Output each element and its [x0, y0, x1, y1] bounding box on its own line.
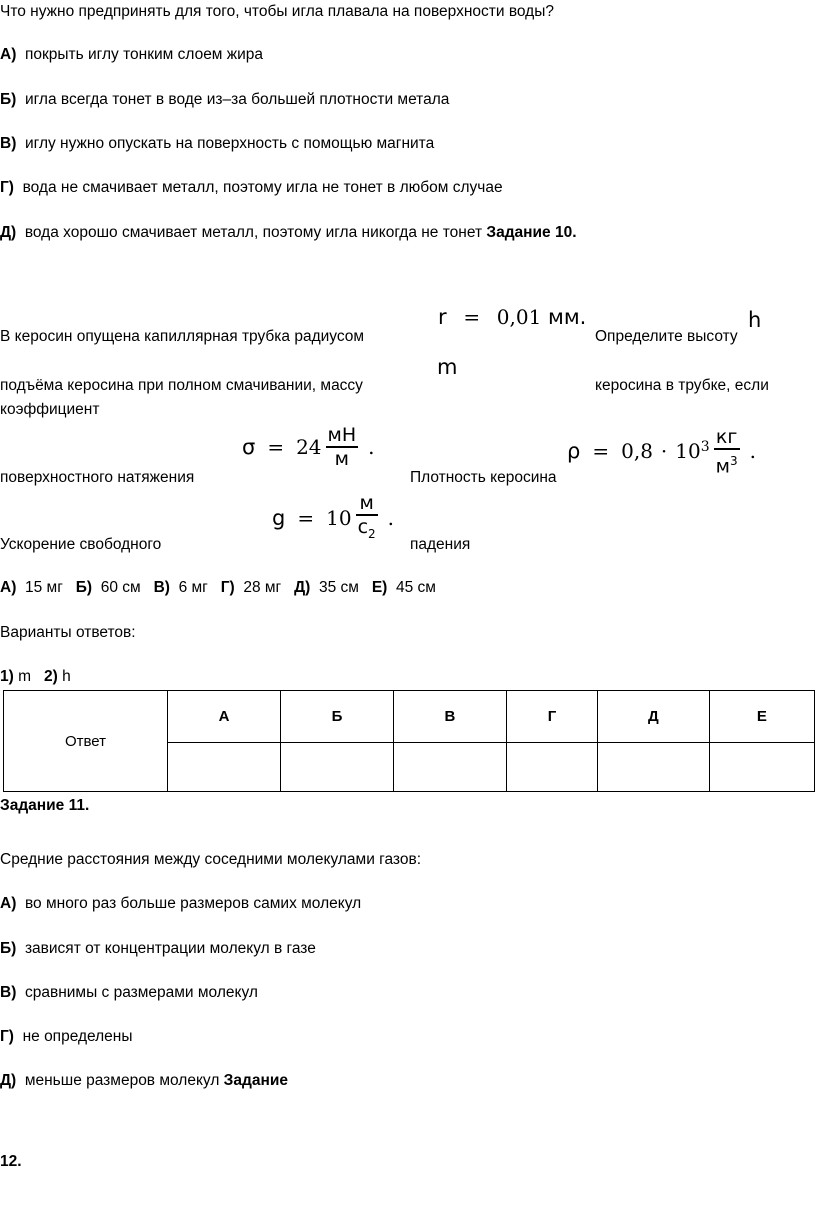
formula-sigma: σ = 24 $\frac{мН}{м}$ . — [242, 424, 375, 470]
answer-cell[interactable] — [709, 742, 814, 792]
q9-option-d — [0, 179, 503, 197]
q10-line1-left: В керосин опущена капиллярная трубка радиусом — [0, 328, 365, 345]
q9-option-e — [0, 224, 577, 242]
option-letter: А) — [0, 895, 17, 912]
q10-line2-left: подъёма керосина при полном смачивании, массу — [0, 377, 363, 394]
q9-option-b — [0, 91, 449, 109]
q10-line3: коэффициент — [0, 401, 100, 418]
option-letter: Г) — [0, 1028, 14, 1045]
q10-line2-right: керосина в трубке, если — [595, 377, 769, 394]
answer-table — [3, 690, 815, 792]
option-letter: Д) — [0, 224, 17, 241]
answer-row-label: Ответ — [4, 691, 168, 792]
q10-line5-right: падения — [410, 536, 471, 553]
q10-line5-left: Ускорение свободного — [0, 536, 162, 553]
q10-line1-right: Определите высоту — [595, 328, 738, 345]
answer-header-c: В — [393, 691, 506, 743]
symbol-h: h — [748, 308, 762, 332]
option-letter: Д) — [0, 1072, 17, 1089]
option-text: во много раз больше размеров самих молекул — [24, 895, 362, 912]
option-letter: В) — [0, 135, 17, 152]
task-10-title: Задание 10. — [486, 224, 577, 241]
option-text: вода не смачивает металл, поэтому игла не тонет в любом случае — [22, 179, 503, 196]
answer-header-b: Б — [281, 691, 394, 743]
option-text: игла всегда тонет в воде из–за большей плотности метала — [24, 91, 450, 108]
task-12-title-word: Задание — [223, 1072, 288, 1089]
q11-option-b — [0, 940, 316, 958]
answer-header-e: Д — [597, 691, 709, 743]
answer-header-a: А — [168, 691, 281, 743]
task-12-number: 12. — [0, 1153, 22, 1170]
q11-option-d — [0, 1028, 133, 1046]
answer-header-f: Е — [709, 691, 814, 743]
task-11-title: Задание 11. — [0, 797, 90, 814]
q10-line4-right: Плотность керосина — [410, 469, 557, 486]
q11-question: Средние расстояния между соседними молекулами газов: — [0, 851, 422, 868]
q10-line4-left: поверхностного натяжения — [0, 469, 195, 486]
q9-question: Что нужно предпринять для того, чтобы игла плавала на поверхности воды? — [0, 3, 554, 20]
q9-option-c — [0, 135, 434, 153]
option-text: не определены — [22, 1028, 133, 1045]
answer-cell[interactable] — [168, 742, 281, 792]
answer-cell[interactable] — [393, 742, 506, 792]
formula-g: g = 10 $\frac{м}{с_2}$ . — [272, 492, 395, 541]
option-letter: Г) — [0, 179, 14, 196]
option-text: вода хорошо смачивает металл, поэтому игла никогда не тонет — [24, 224, 483, 241]
q11-option-a — [0, 895, 361, 913]
symbol-m: m — [437, 355, 458, 379]
option-text: меньше размеров молекул — [24, 1072, 220, 1089]
option-text: иглу нужно опускать на поверхность с помощью магнита — [24, 135, 435, 152]
option-letter: Б) — [0, 940, 17, 957]
option-text: сравнимы с размерами молекул — [24, 984, 258, 1001]
option-letter: Б) — [0, 91, 17, 108]
formula-radius: r = 0,01 мм. — [438, 305, 587, 329]
q9-option-a — [0, 46, 263, 64]
answer-cell[interactable] — [281, 742, 394, 792]
q10-answers: А) 15 мг Б) 60 см В) 6 мг Г) 28 мг Д) 35 см Е) 45 см — [0, 579, 436, 596]
option-text: зависят от концентрации молекул в газе — [24, 940, 316, 957]
option-letter: А) — [0, 46, 17, 63]
variants-label: Варианты ответов: — [0, 624, 136, 641]
variants-list: 1) m 2) h — [0, 668, 71, 685]
q11-option-e — [0, 1072, 288, 1090]
q11-option-c — [0, 984, 258, 1002]
option-letter: В) — [0, 984, 17, 1001]
formula-rho: ρ = 0,8 · 10 $^3$ $\frac{кг}{м^3}$ . — [567, 426, 756, 477]
answer-cell[interactable] — [507, 742, 598, 792]
option-text: покрыть иглу тонким слоем жира — [24, 46, 264, 63]
answer-cell[interactable] — [597, 742, 709, 792]
answer-header-d: Г — [507, 691, 598, 743]
